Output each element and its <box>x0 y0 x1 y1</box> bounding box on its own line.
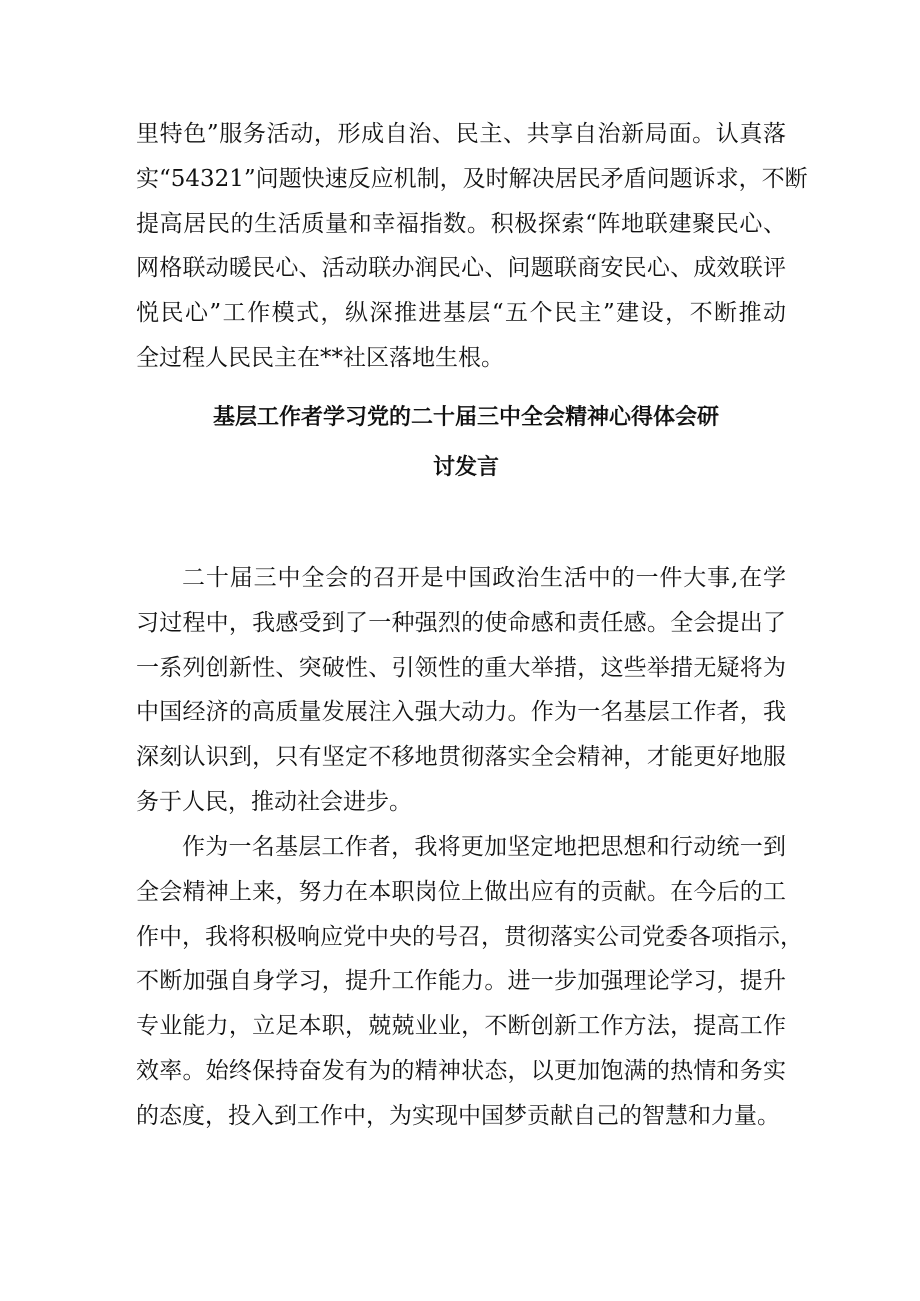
document-title <box>136 393 796 493</box>
title-line: 基层工作者学习党的二十届三中全会精神心得体会研 <box>212 405 719 430</box>
text-line: 中国经济的高质量发展注入强大动力。作为一名基层工作者，我 <box>136 699 786 726</box>
text-line: 实“54321”问题快速反应机制，及时解决居民矛盾问题诉求，不断 <box>136 165 808 192</box>
intro-paragraph <box>136 112 808 381</box>
text-line: 效率。始终保持奋发有为的精神状态，以更加饱满的热情和务实 <box>136 1057 786 1084</box>
text-line: 习过程中，我感受到了一种强烈的使命感和责任感。全会提出了 <box>136 609 786 636</box>
text-line: 务于人民，推动社会进步。 <box>136 788 412 815</box>
text-line: 里特色”服务活动，形成自治、民主、共享自治新局面。认真落 <box>136 121 786 147</box>
text-line: 专业能力，立足本职，兢兢业业，不断创新工作方法，提高工作 <box>136 1013 786 1040</box>
text-line: 不断加强自身学习，提升工作能力。进一步加强理论学习，提升 <box>136 968 786 995</box>
body-paragraph-2 <box>136 825 803 1139</box>
text-line: 作中，我将积极响应党中央的号召，贯彻落实公司党委各项指示， <box>136 923 803 950</box>
text-line: 网格联动暖民心、活动联办润民心、问题联商安民心、成效联评 <box>136 255 786 282</box>
body-paragraph-1 <box>136 556 786 825</box>
text-line: 一系列创新性、突破性、引领性的重大举措，这些举措无疑将为 <box>136 654 786 681</box>
text-line: 提高居民的生活质量和幸福指数。积极探索“阵地联建聚民心、 <box>136 210 786 237</box>
text-line: 作为一名基层工作者，我将更加坚定地把思想和行动统一到 <box>182 834 786 860</box>
text-line: 全过程人民民主在**社区落地生根。 <box>136 344 504 371</box>
text-line: 全会精神上来，努力在本职岗位上做出应有的贡献。在今后的工 <box>136 878 786 905</box>
text-line: 深刻认识到，只有坚定不移地贯彻落实全会精神，才能更好地服 <box>136 744 786 771</box>
text-line: 二十届三中全会的召开是中国政治生活中的一件大事,在学 <box>182 565 786 591</box>
text-line: 的态度，投入到工作中，为实现中国梦贡献自己的智慧和力量。 <box>136 1102 780 1129</box>
text-line: 悦民心”工作模式，纵深推进基层“五个民主”建设，不断推动 <box>136 300 786 327</box>
title-line: 讨发言 <box>432 455 499 480</box>
